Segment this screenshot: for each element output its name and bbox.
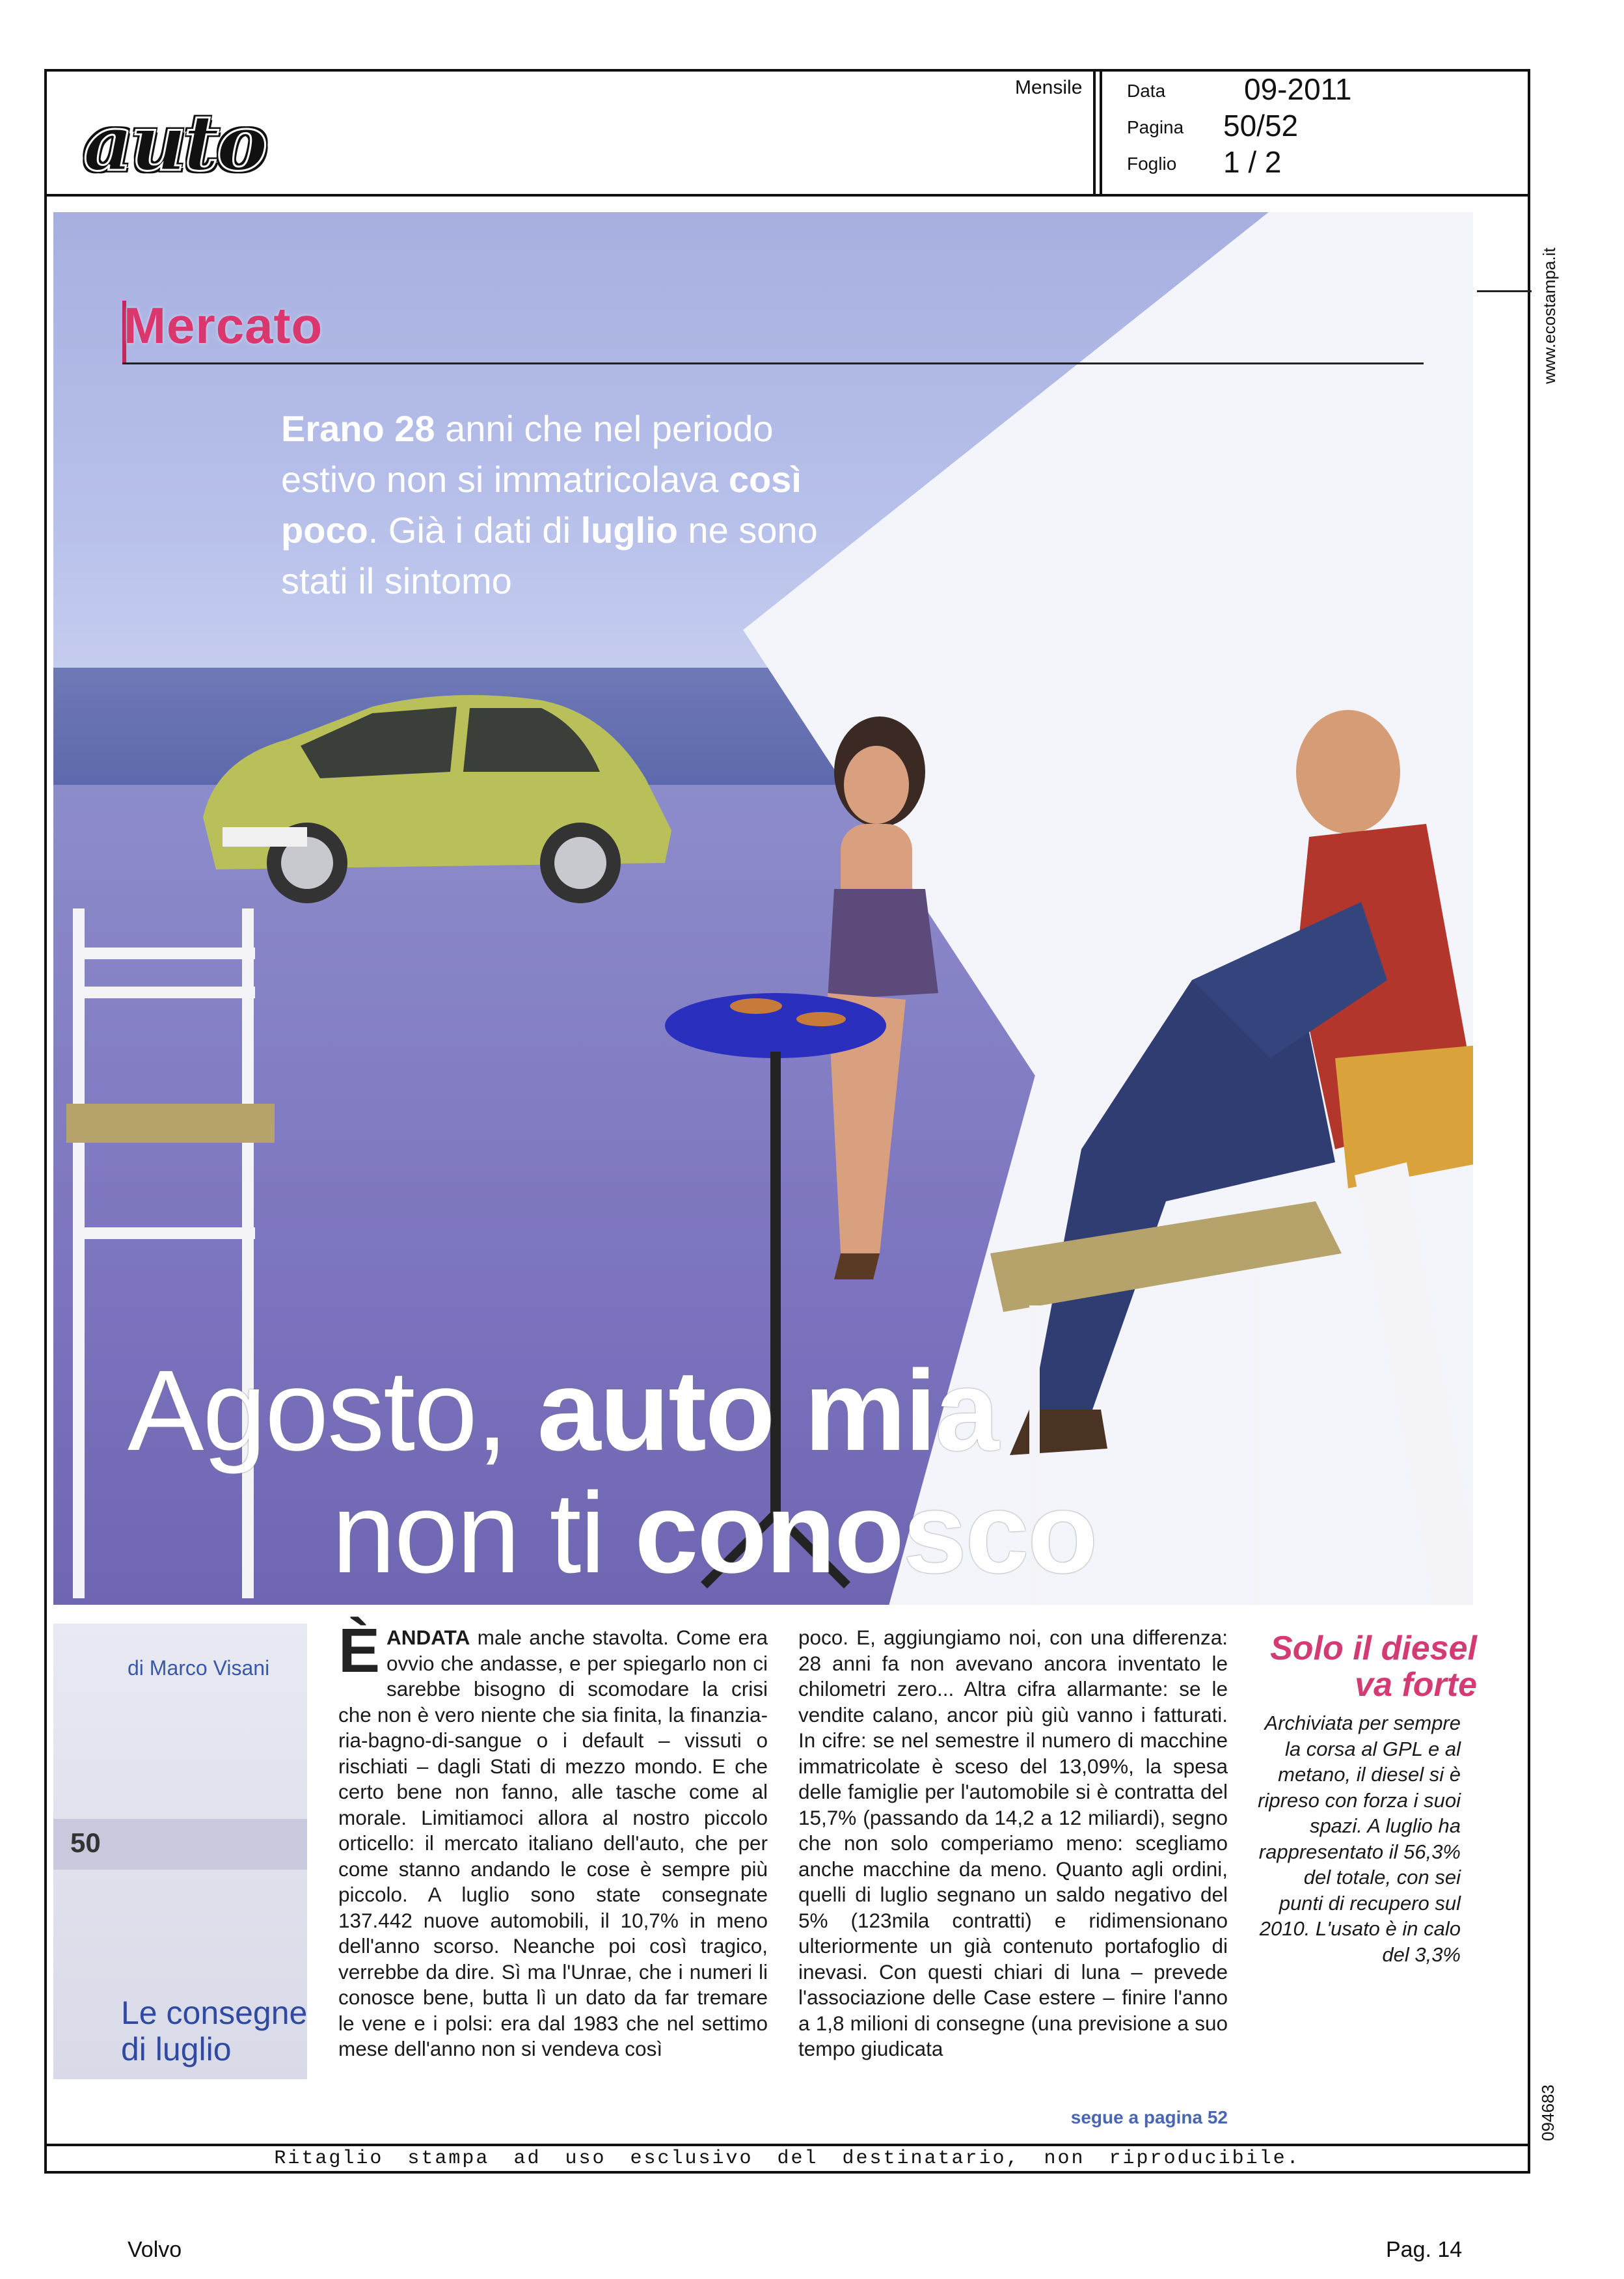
header-divider [1100,69,1102,197]
headline-light: Agosto, [128,1347,537,1475]
frame-left [44,195,47,2174]
date-value: 09-2011 [1244,72,1352,106]
sheet-value: 1 / 2 [1223,145,1282,179]
frame-rule [44,2171,1530,2174]
clipping-code: 094683 [1538,2084,1558,2141]
box-text: Archiviata per sempre la corsa al GPL e al metano, il diesel si è ripreso con forza i suoi spazi. A luglio ha rappresentato il 56,3% del totale, con sei punti di recupero sul 2010. L'usato è in calo del 3,3% [1258,1712,1461,1966]
box-title: Solo il diesel va forte [1270,1630,1477,1704]
frame-right [1528,195,1530,2174]
car-illustration [177,668,684,915]
lead-emphasis: Erano 28 [281,408,435,449]
lead-text: . Già i dati di [368,510,581,551]
footer-client: Volvo [128,2237,182,2262]
article-column-1 [338,1616,768,2062]
chair-illustration [53,902,301,1605]
headline-line-1 [128,1347,998,1475]
publication-logo: auto [83,98,265,188]
sheet-label: Foglio [1127,154,1177,174]
header-divider [1093,69,1096,197]
continue-link: segue a pagina 52 [1070,2107,1228,2127]
opening-words: ANDATA [386,1626,470,1649]
date-label: Data [1127,81,1166,101]
footer-page: Pag. 14 [1386,2237,1463,2262]
site-watermark: www.ecostampa.it [1539,247,1559,384]
section-rule [1477,290,1532,292]
lead-emphasis: luglio [580,510,678,551]
page-label: Pagina [1127,117,1184,137]
headline-bold: conosco [634,1469,1097,1597]
publication-period: Mensile [1015,77,1083,98]
drop-cap: È [338,1616,381,1685]
headline-light: non ti [332,1469,635,1597]
article-column-2: poco. E, aggiungiamo noi, con una differenza: 28 anni fa non avevano ancora inventato le chilometri zero... Altra cifra allarmante: se le vendite calano, ancor più giù vanno i fatturati. In cifre: se nel semestre il numero di macchine immatricolate è sceso del 13,09%, la spesa delle famiglie per l'automobile si è contratta del 15,7% (passando da 14,2 a 12 miliardi), segno che non solo comperiamo meno: scegliamo anche macchine da meno. Quanto agli ordini, quelli di luglio segnano un saldo negativo del 5% (123mila contratti) e ridimensionano ulteriormente un già contenuto portafoglio di inevasi. Con questi chiari di luna – prevede l'associazione delle Case estere – finire l'anno a 1,8 milioni di consegne (una previsione a suo tempo giudicata [798,1626,1228,2060]
page-value: 50/52 [1223,109,1299,143]
lead-text: anni che nel periodo estivo non si immatricolava [281,408,774,500]
column-text: male anche stavolta. Come era ovvio che andasse, e per spiegarlo non ci sarebbe bisogno di scomodare la crisi che non è vero niente che sia finita, la finanzia-ria-bagno-di-sangue o i default – vissuti o rischiati – dagli Stati di mezzo mondo. E che certo bene non fanno, alle tasche come al morale. Limitiamoci allora al nostro piccolo orticello: il mercato italiano dell'auto, che per come stanno andando le cose è sempre più piccolo. A luglio sono state consegnate 137.442 nuove automobili, il 10,7% in meno dell'anno scorso. Neanche poi così tragico, verrebbe da dire. Sì ma l'Unrae, che i numeri li conosce bene, butta lì un dato da far tremare le vene e i polsi: era dal 1983 che nel settimo mese dell'anno non si vendeva così [338,1626,768,2060]
headline-line-2 [332,1469,1097,1597]
article-lead [281,403,867,607]
frame-rule [44,2144,1530,2146]
page-number: 50 [70,1827,101,1858]
disclaimer: Ritaglio stampa ad uso esclusivo del destinatario, non riproducibile. [274,2148,1301,2170]
author-byline: di Marco Visani [128,1656,270,1680]
lead-emphasis: così poco [281,459,802,551]
lead-text: ne sono stati il sintomo [281,510,818,601]
section-title: Mercato [124,297,323,354]
side-caption: Le consegne di luglio [121,1995,308,2067]
section-rule [122,362,1424,364]
headline-bold: auto mia [537,1347,998,1475]
